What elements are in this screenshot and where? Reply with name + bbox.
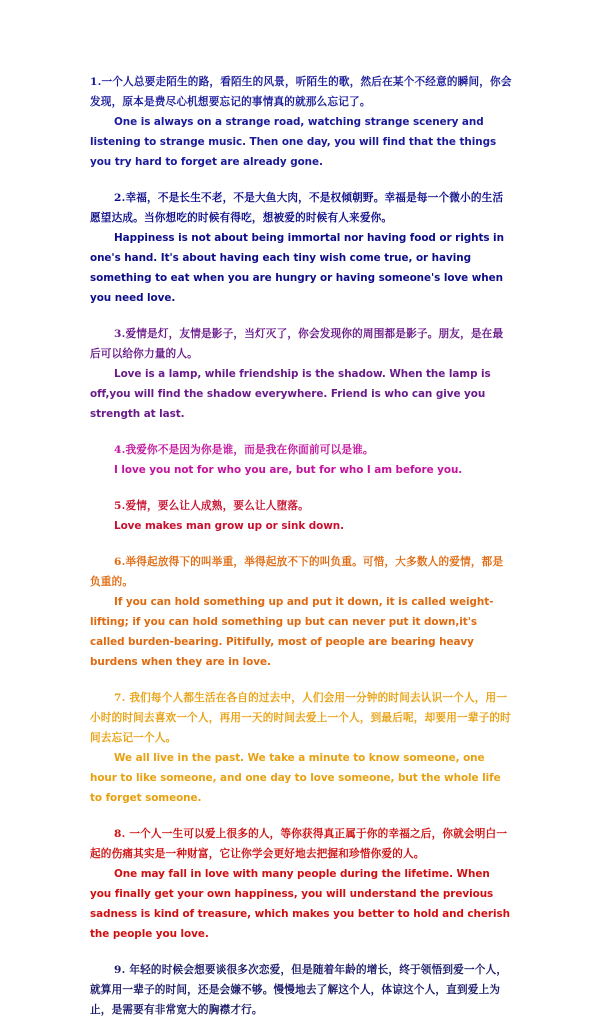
quote-chinese: 1.一个人总要走陌生的路，看陌生的风景，听陌生的歌，然后在某个不经意的瞬间，你会发现，原本是费尽心机想要忘记的事情真的就那么忘记了。 [90, 76, 512, 108]
quote-english: Love makes man grow up or sink down. [114, 520, 345, 532]
quote-chinese: 9. 年轻的时候会想要谈很多次恋爱，但是随着年龄的增长，终于领悟到爱一个人，就算用一辈子的时间，还是会嫌不够。慢慢地去了解这个人，体谅这个人，直到爱上为止，是需要有非常宽大的胸襟才行。 [90, 964, 508, 1016]
quote-chinese: 4.我爱你不是因为你是谁，而是我在你面前可以是谁。 [114, 444, 374, 456]
quote-english: If you can hold something up and put it down, it is called weight-lifting; if you can hold something up but can never put it down,it's called burden-bearing. Pitifully, most of people are bearing heavy burdens when they are in love. [90, 596, 494, 668]
quote-chinese: 2.幸福，不是长生不老，不是大鱼大肉，不是权倾朝野。幸福是每一个微小的生活愿望达成。当你想吃的时候有得吃，想被爱的时候有人来爱你。 [90, 192, 504, 224]
quote-english: Happiness is not about being immortal nor having food or rights in one's hand. It's about having each tiny wish come true, or having something to eat when you are hungry or having someone's love when you need love. [90, 232, 504, 304]
quote-chinese: 7. 我们每个人都生活在各自的过去中，人们会用一分钟的时间去认识一个人，用一小时的时间去喜欢一个人，再用一天的时间去爱上一个人，到最后呢，却要用一辈子的时间去忘记一个人。 [90, 692, 511, 744]
quote-english: One may fall in love with many people during the lifetime. When you finally get your own happiness, you will understand the previous sadness is kind of treasure, which makes you better to hold and cherish the people you love. [90, 868, 510, 940]
quote-entry-8 [90, 824, 514, 944]
quote-english: One is always on a strange road, watching strange scenery and listening to strange music. Then one day, you will find that the things you try hard to forget are already gone. [90, 116, 497, 168]
quote-chinese: 5.爱情，要么让人成熟，要么让人堕落。 [114, 500, 309, 512]
quote-entry-9 [90, 960, 514, 1020]
quote-english: I love you not for who you are, but for who I am before you. [114, 464, 463, 476]
quote-chinese: 3.爱情是灯，友情是影子，当灯灭了，你会发现你的周围都是影子。朋友，是在最后可以给你力量的人。 [90, 328, 504, 360]
document-page [90, 72, 514, 1036]
quote-entry-4 [90, 440, 514, 480]
quote-english: Love is a lamp, while friendship is the shadow. When the lamp is off,you will find the shadow everywhere. Friend is who can give you strength at last. [90, 368, 491, 420]
quote-chinese: 8. 一个人一生可以爱上很多的人，等你获得真正属于你的幸福之后，你就会明白一起的伤痛其实是一种财富，它让你学会更好地去把握和珍惜你爱的人。 [90, 828, 508, 860]
quote-english: We all live in the past. We take a minute to know someone, one hour to like someone, and one day to love someone, but the whole life to forget someone. [90, 752, 501, 804]
quote-entry-5 [90, 496, 514, 536]
quote-entry-2 [90, 188, 514, 308]
quote-entry-6 [90, 552, 514, 672]
quote-entry-3 [90, 324, 514, 424]
quote-entry-1 [90, 72, 514, 172]
quote-entry-7 [90, 688, 514, 808]
quote-chinese: 6.举得起放得下的叫举重，举得起放不下的叫负重。可惜，大多数人的爱情，都是负重的。 [90, 556, 504, 588]
